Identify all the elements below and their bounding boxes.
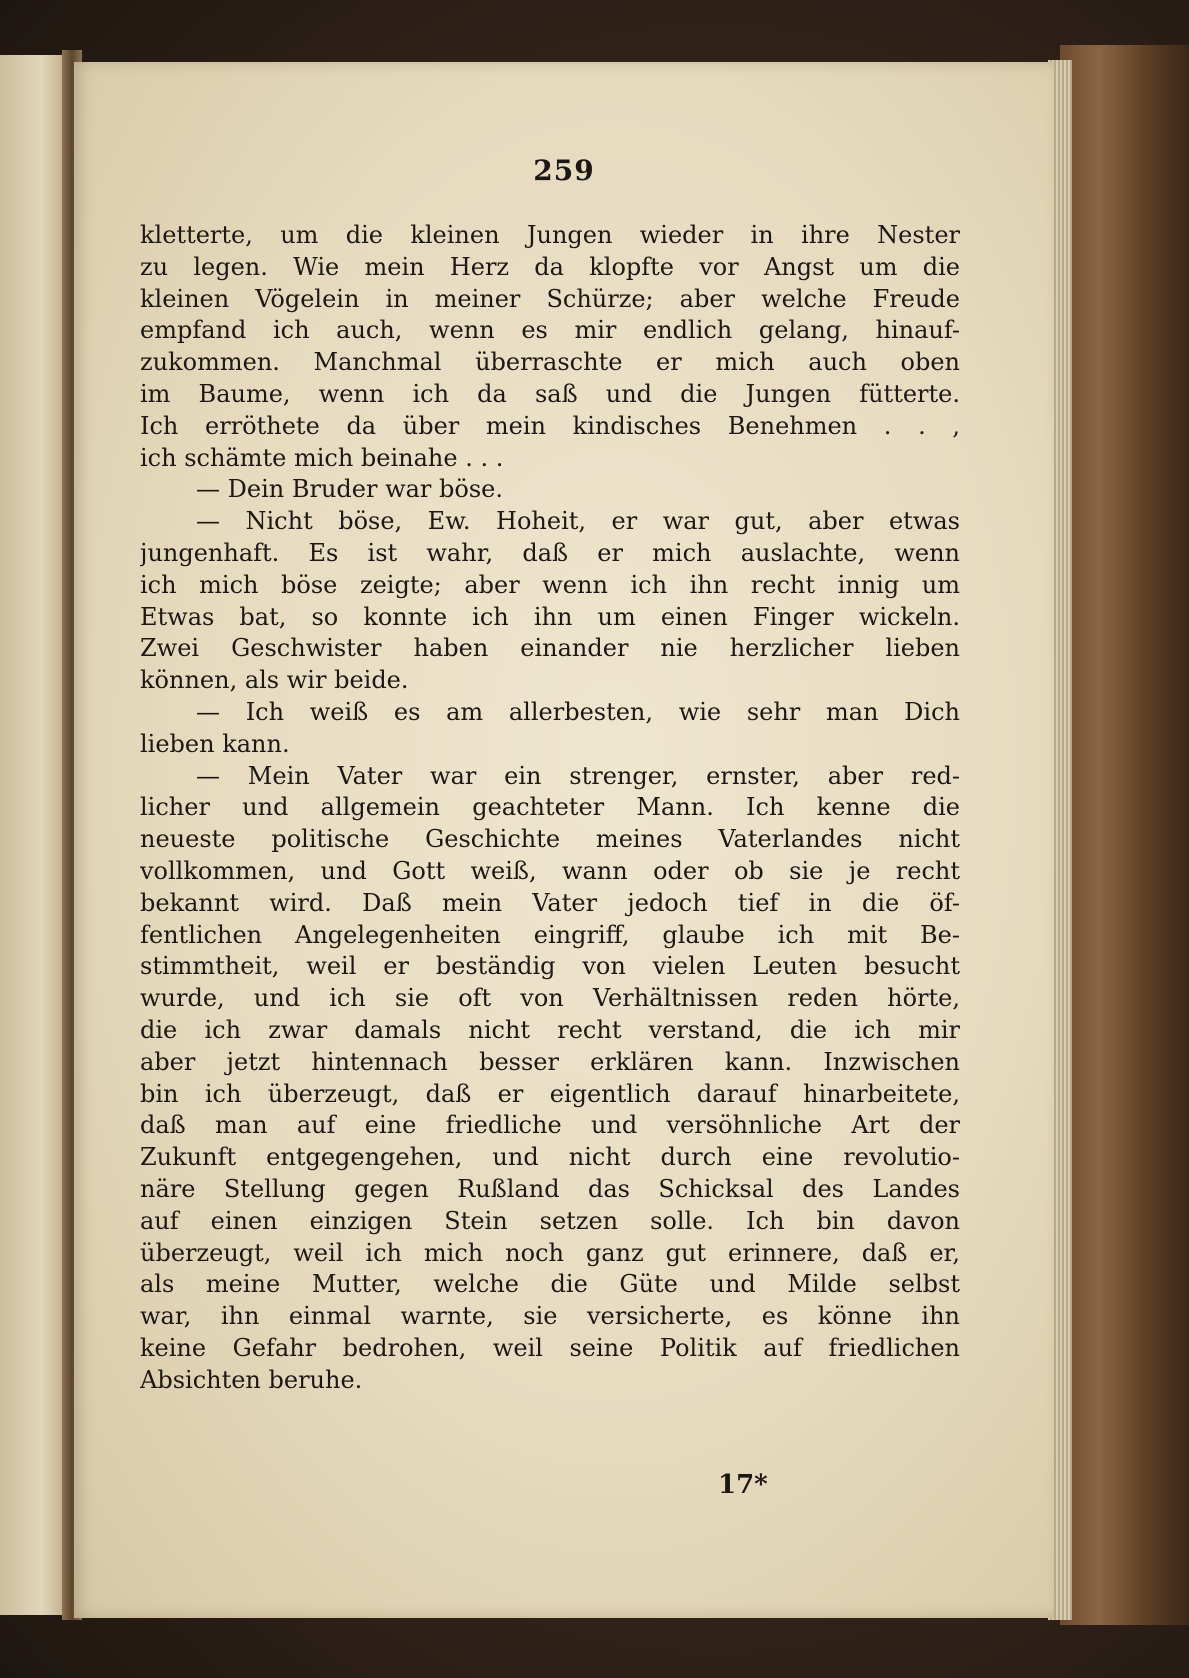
text-line: — Mein Vater war ein strenger, ernster, aber red- xyxy=(196,761,960,790)
text-line: im Baume, wenn ich da saß und die Jungen fütterte. xyxy=(140,379,960,408)
text-line: Etwas bat, so konnte ich ihn um einen Finger wickeln. xyxy=(140,602,960,631)
facing-page-edge xyxy=(0,55,70,1615)
text-line: bin ich überzeugt, daß er eigentlich darauf hinarbeitete, xyxy=(140,1079,960,1108)
text-line: zukommen. Manchmal überraschte er mich auch oben xyxy=(140,348,960,377)
text-line: fentlichen Angelegenheiten eingriff, glaube ich mit Be- xyxy=(140,920,960,949)
page-number: 259 xyxy=(533,154,595,187)
text-line: überzeugt, weil ich mich noch ganz gut erinnere, daß er, xyxy=(140,1238,960,1267)
text-line: kletterte, um die kleinen Jungen wieder in ihre Nester xyxy=(140,221,960,249)
text-line: bekannt wird. Daß mein Vater jedoch tief in die öf- xyxy=(140,888,960,917)
text-line: die ich zwar damals nicht recht verstand, die ich mir xyxy=(140,1015,960,1044)
text-line: als meine Mutter, welche die Güte und Milde selbst xyxy=(140,1270,960,1299)
text-line: empfand ich auch, wenn es mir endlich gelang, hinauf- xyxy=(140,316,960,345)
text-line: Absichten beruhe. xyxy=(140,1365,363,1394)
text-line: Ich erröthete da über mein kindisches Benehmen . . , xyxy=(140,411,960,440)
book-page xyxy=(74,62,1054,1618)
text-line: kleinen Vögelein in meiner Schürze; aber welche Freude xyxy=(140,284,960,313)
text-line: näre Stellung gegen Rußland das Schicksal des Landes xyxy=(140,1174,960,1203)
text-line: Zukunft entgegengehen, und nicht durch eine revolutio- xyxy=(140,1143,960,1172)
text-line: lieben kann. xyxy=(140,729,290,758)
text-line: — Nicht böse, Ew. Hoheit, er war gut, aber etwas xyxy=(196,507,960,536)
text-line: Zwei Geschwister haben einander nie herzlicher lieben xyxy=(140,634,960,663)
text-line: ich schämte mich beinahe . . . xyxy=(140,443,504,472)
text-line: ich mich böse zeigte; aber wenn ich ihn recht innig um xyxy=(140,570,960,599)
text-line: keine Gefahr bedrohen, weil seine Politik auf friedlichen xyxy=(140,1333,960,1362)
text-line: daß man auf eine friedliche und versöhnliche Art der xyxy=(140,1111,960,1140)
page-text xyxy=(140,220,960,1396)
text-line: jungenhaft. Es ist wahr, daß er mich auslachte, wenn xyxy=(140,538,960,567)
text-line: können, als wir beide. xyxy=(140,666,409,695)
text-line: stimmtheit, weil er beständig von vielen Leuten besucht xyxy=(140,952,960,981)
text-line: — Ich weiß es am allerbesten, wie sehr man Dich xyxy=(196,697,960,726)
book-cover-edge xyxy=(1060,45,1189,1625)
text-line: vollkommen, und Gott weiß, wann oder ob sie je recht xyxy=(140,856,960,885)
text-line: zu legen. Wie mein Herz da klopfte vor Angst um die xyxy=(140,252,960,281)
text-line: war, ihn einmal warnte, sie versicherte, es könne ihn xyxy=(140,1302,960,1331)
text-line: auf einen einzigen Stein setzen solle. Ich bin davon xyxy=(140,1206,960,1235)
text-line: aber jetzt hintennach besser erklären kann. Inzwischen xyxy=(140,1047,960,1076)
text-line: licher und allgemein geachteter Mann. Ich kenne die xyxy=(140,793,960,822)
text-line: — Dein Bruder war böse. xyxy=(196,475,503,504)
signature-mark: 17* xyxy=(718,1470,768,1500)
text-line: wurde, und ich sie oft von Verhältnissen reden hörte, xyxy=(140,984,960,1013)
text-line: neueste politische Geschichte meines Vaterlandes nicht xyxy=(140,825,960,854)
